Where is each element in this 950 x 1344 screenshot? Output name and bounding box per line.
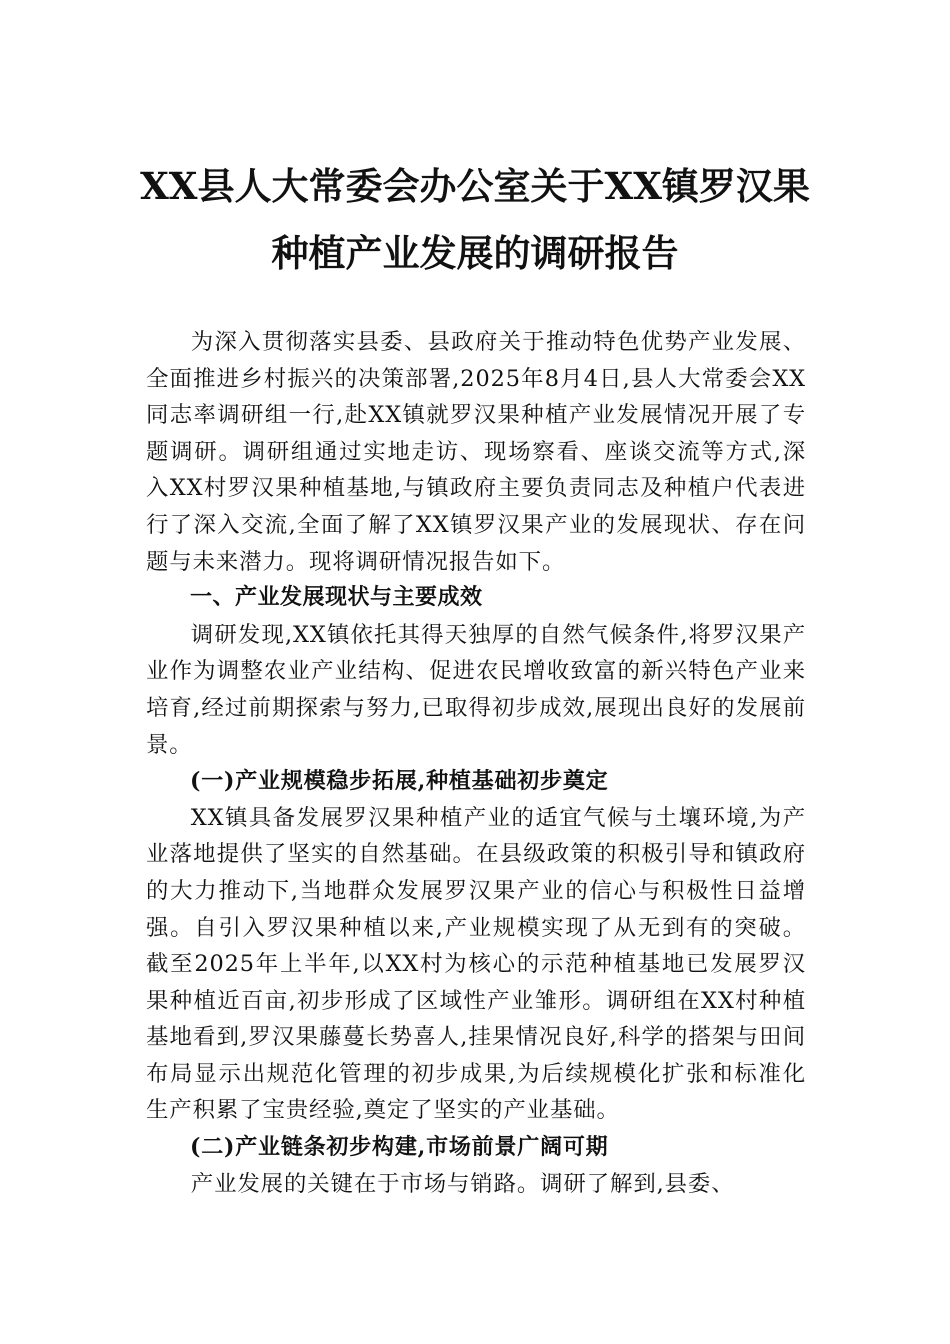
section-1-intro-paragraph: 调研发现,XX镇依托其得天独厚的自然气候条件,将罗汉果产业作为调整农业产业结构、促进农民增收致富的新兴特色产业来培育,经过前期探索与努力,已取得初步成效,展现出良好的发展前景。 xyxy=(146,621,806,758)
document-title-line-2: 种植产业发展的调研报告 xyxy=(271,231,679,275)
subsection-1-paragraph: XX镇具备发展罗汉果种植产业的适宜气候与土壤环境,为产业落地提供了坚实的自然基础。在县级政策的积极引导和镇政府的大力推动下,当地群众发展罗汉果产业的信心与积极性日益增强。自引入罗汉果种植以来,产业规模实现了从无到有的突破。截至2025年上半年,以XX村为核心的示范种植基地已发展罗汉果种植近百亩,初步形成了区域性产业雏形。调研组在XX村种植基地看到,罗汉果藤蔓长势喜人,挂果情况良好,科学的搭架与田间布局显示出规范化管理的初步成果,为后续规模化扩张和标准化生产积累了宝贵经验,奠定了坚实的产业基础。 xyxy=(146,804,806,1124)
subsection-2-heading: (二)产业链条初步构建,市场前景广阔可期 xyxy=(190,1134,609,1161)
subsection-2-paragraph: 产业发展的关键在于市场与销路。调研了解到,县委、 xyxy=(190,1170,735,1197)
document-title-line-1: XX县人大常委会办公室关于XX镇罗汉果 xyxy=(140,164,810,208)
document-body xyxy=(146,324,806,1202)
section-1-heading: 一、产业发展现状与主要成效 xyxy=(190,585,483,611)
intro-paragraph: 为深入贯彻落实县委、县政府关于推动特色优势产业发展、全面推进乡村振兴的决策部署,2025年8月4日,县人大常委会XX同志率调研组一行,赴XX镇就罗汉果种植产业发展情况开展了专题调研。调研组通过实地走访、现场察看、座谈交流等方式,深入XX村罗汉果种植基地,与镇政府主要负责同志及种植户代表进行了深入交流,全面了解了XX镇罗汉果产业的发展现状、存在问题与未来潜力。现将调研情况报告如下。 xyxy=(146,329,806,575)
subsection-1-heading: (一)产业规模稳步拓展,种植基础初步奠定 xyxy=(190,768,609,795)
